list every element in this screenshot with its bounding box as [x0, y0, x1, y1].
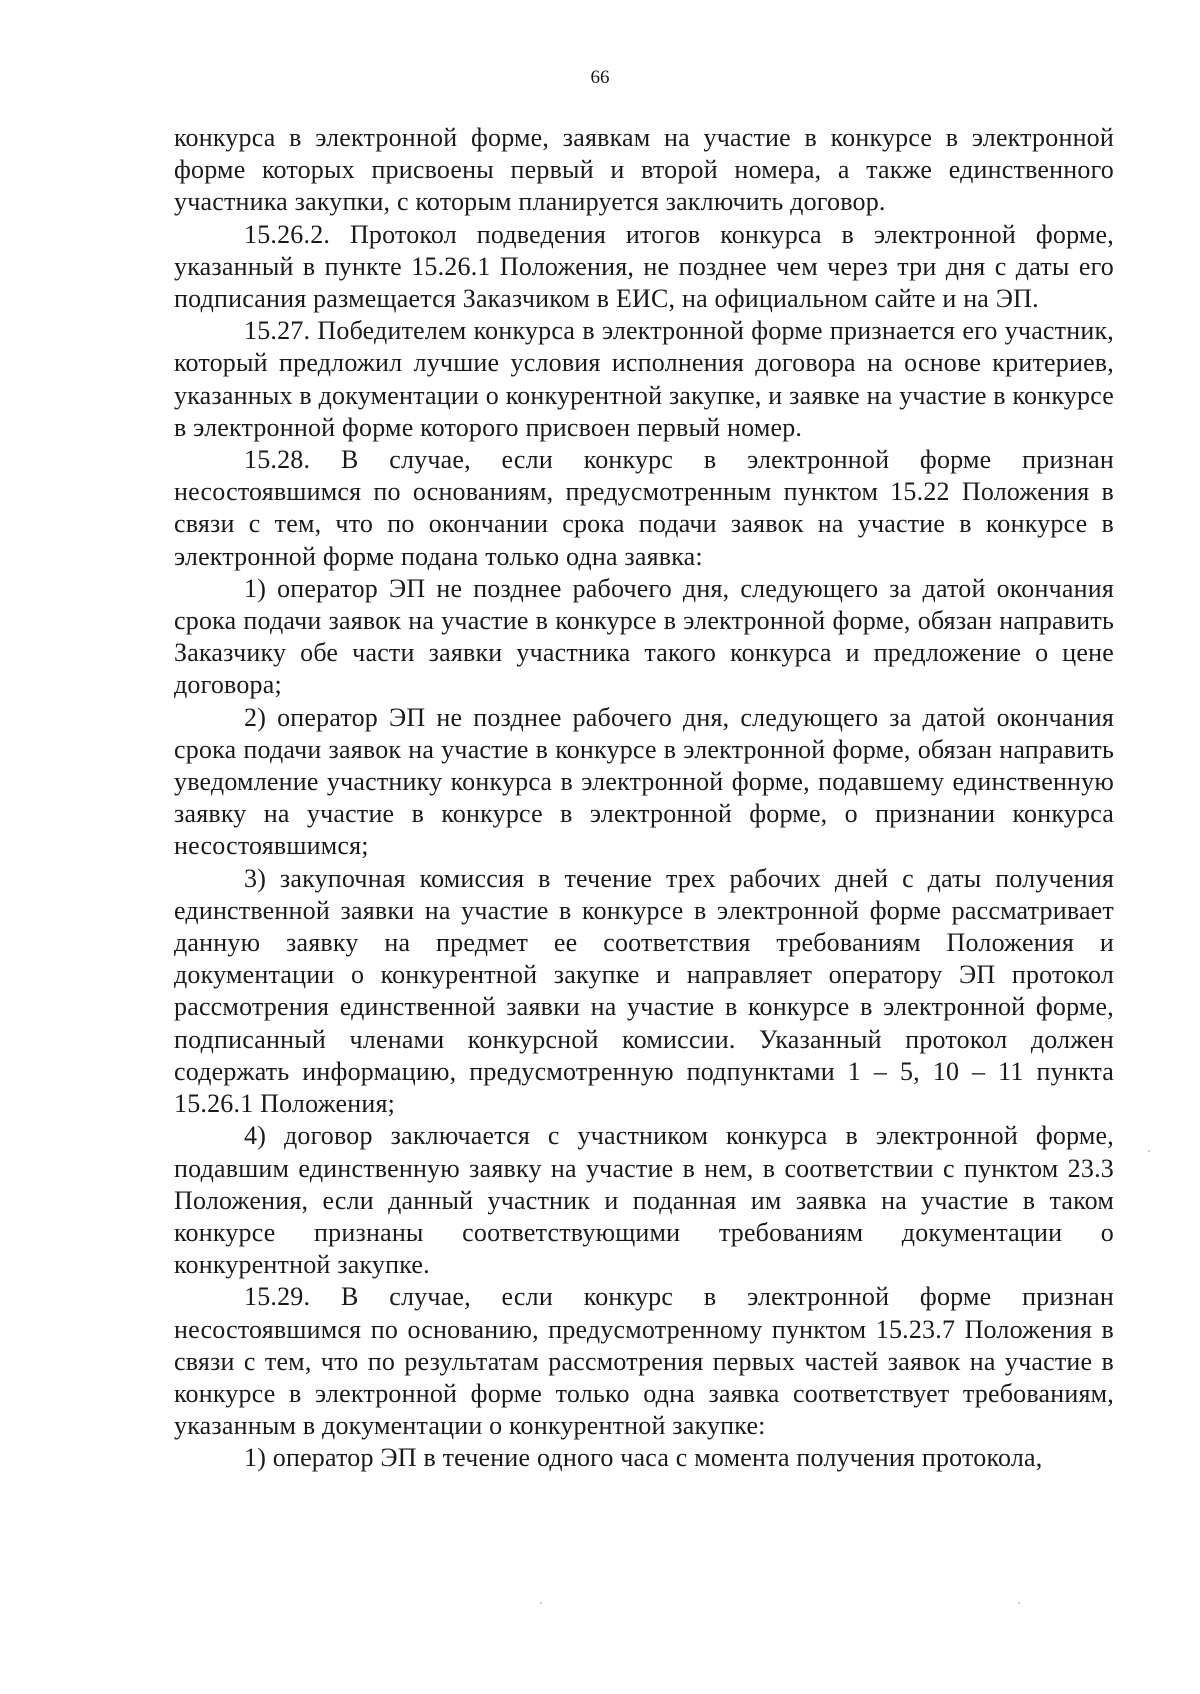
list-item-15-28-1: 1) оператор ЭП не позднее рабочего дня, следующего за датой окончания срока подачи заявок на участие в конкурсе в электронной форме, обязан направить Заказчику обе части заявки участника такого конкурса и предложение о цене договора;: [174, 573, 1114, 700]
scan-speck: [1018, 1602, 1020, 1604]
paragraph-15-27: 15.27. Победителем конкурса в электронной форме признается его участник, который предложил лучшие условия исполнения договора на основе критериев, указанных в документации о конкурентной закупке, и заявке на участие в конкурсе в электронной форме которого присвоен первый номер.: [174, 316, 1114, 442]
document-body: [174, 122, 1114, 1475]
scan-speck: [1148, 1150, 1150, 1152]
list-item-15-28-2: 2) оператор ЭП не позднее рабочего дня, следующего за датой окончания срока подачи заявок на участие в конкурсе в электронной форме, обязан направить уведомление участнику конкурса в электронной форме, подавшему единственную заявку на участие в конкурсе в электронной форме, о признании конкурса несостоявшимся;: [174, 702, 1114, 861]
list-item-15-29-1: 1) оператор ЭП в течение одного часа с момента получения протокола,: [244, 1443, 1043, 1473]
paragraph-15-29: 15.29. В случае, если конкурс в электронной форме признан несостоявшимся по основанию, предусмотренному пунктом 15.23.7 Положения в связи с тем, что по результатам рассмотрения первых частей заявок на участие в конкурсе в электронной форме только одна заявка соответствует требованиям, указанным в документации о конкурентной закупке:: [174, 1282, 1114, 1441]
page-number: 66: [590, 67, 610, 88]
paragraph-15-28: 15.28. В случае, если конкурс в электронной форме признан несостоявшимся по основаниям, предусмотренным пунктом 15.22 Положения в связи с тем, что по окончании срока подачи заявок на участие в конкурсе в электронной форме подана только одна заявка:: [174, 445, 1114, 571]
list-item-15-28-4: 4) договор заключается с участником конкурса в электронной форме, подавшим единственную заявку на участие в нем, в соответствии с пунктом 23.3 Положения, если данный участник и поданная им заявка на участие в таком конкурсе признаны соответствующими требованиям документации о конкурентной закупке.: [174, 1121, 1114, 1280]
paragraph-continuation: конкурса в электронной форме, заявкам на участие в конкурсе в электронной форме которых присвоены первый и второй номера, а также единственного участника закупки, с которым планируется заключить договор.: [174, 123, 1114, 217]
paragraph-15-26-2: 15.26.2. Протокол подведения итогов конкурса в электронной форме, указанный в пункте 15.26.1 Положения, не позднее чем через три дня с даты его подписания размещается Заказчиком в ЕИС, на официальном сайте и на ЭП.: [174, 219, 1114, 314]
scan-speck: [540, 1602, 542, 1604]
list-item-15-28-3: 3) закупочная комиссия в течение трех рабочих дней с даты получения единственной заявки на участие в конкурсе в электронной форме рассматривает данную заявку на предмет ее соответствия требованиям Положения и документации о конкурентной закупке и направляет оператору ЭП протокол рассмотрения единственной заявки на участие в конкурсе в электронной форме, подписанный членами конкурсной комиссии. Указанный протокол должен содержать информацию, предусмотренную подпунктами 1 – 5, 10 – 11 пункта 15.26.1 Положения;: [174, 863, 1114, 1119]
